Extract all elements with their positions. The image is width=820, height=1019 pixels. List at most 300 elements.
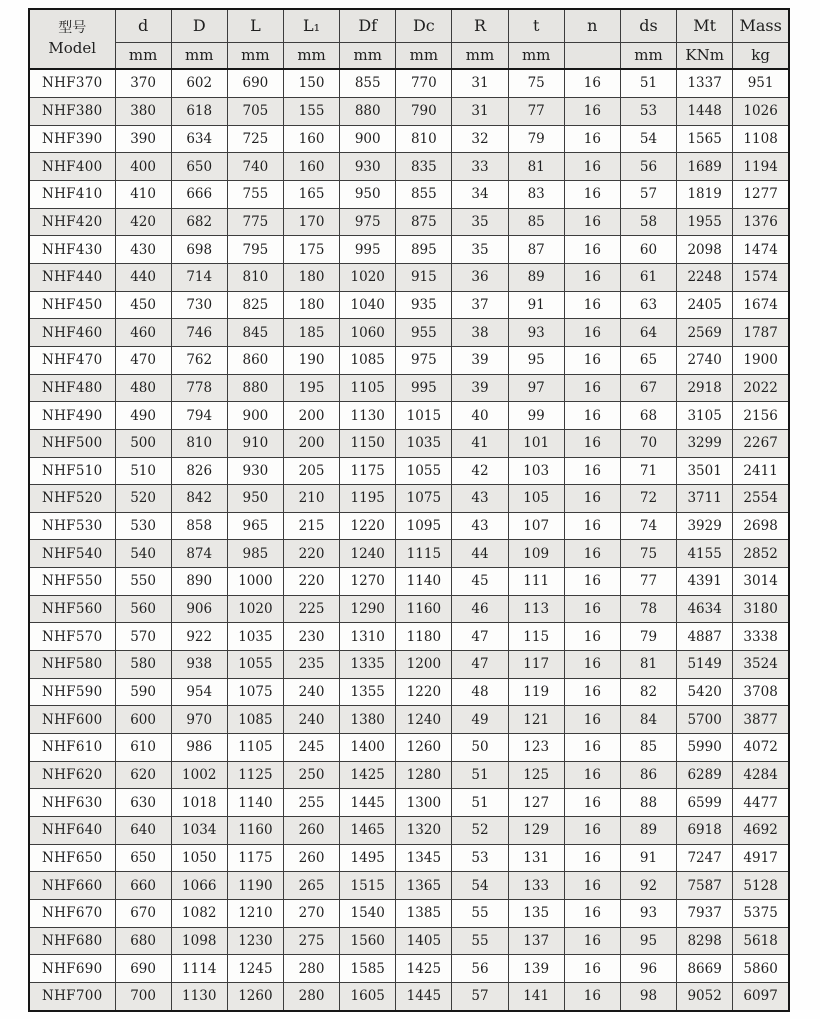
header-col-5: Dc	[396, 9, 452, 42]
model-cell: NHF540	[29, 540, 115, 568]
model-label-en: Model	[48, 39, 97, 58]
value-cell: 79	[620, 623, 676, 651]
header-unit-6: mm	[452, 42, 508, 69]
value-cell: 1355	[340, 678, 396, 706]
value-cell: 57	[452, 982, 508, 1011]
value-cell: 1674	[733, 291, 789, 319]
value-cell: 370	[115, 69, 171, 97]
value-cell: 1018	[171, 789, 227, 817]
value-cell: 1190	[227, 872, 283, 900]
value-cell: 16	[564, 429, 620, 457]
value-cell: 1689	[677, 153, 733, 181]
table-row	[29, 844, 789, 872]
table-row	[29, 429, 789, 457]
model-cell: NHF470	[29, 346, 115, 374]
value-cell: 935	[396, 291, 452, 319]
value-cell: 4477	[733, 789, 789, 817]
value-cell: 240	[283, 678, 339, 706]
value-cell: 5700	[677, 706, 733, 734]
value-cell: 1400	[340, 734, 396, 762]
value-cell: 1345	[396, 844, 452, 872]
value-cell: 1035	[227, 623, 283, 651]
value-cell: 16	[564, 319, 620, 347]
value-cell: 3299	[677, 429, 733, 457]
value-cell: 93	[508, 319, 564, 347]
value-cell: 16	[564, 595, 620, 623]
value-cell: 16	[564, 374, 620, 402]
value-cell: 260	[283, 817, 339, 845]
model-cell: NHF500	[29, 429, 115, 457]
value-cell: 78	[620, 595, 676, 623]
value-cell: 602	[171, 69, 227, 97]
value-cell: 965	[227, 512, 283, 540]
value-cell: 2267	[733, 429, 789, 457]
value-cell: 938	[171, 651, 227, 679]
value-cell: 690	[227, 69, 283, 97]
value-cell: 87	[508, 236, 564, 264]
value-cell: 855	[396, 180, 452, 208]
value-cell: 129	[508, 817, 564, 845]
value-cell: 1495	[340, 844, 396, 872]
table-row	[29, 402, 789, 430]
value-cell: 43	[452, 512, 508, 540]
value-cell: 4284	[733, 761, 789, 789]
value-cell: 1240	[340, 540, 396, 568]
value-cell: 31	[452, 69, 508, 97]
value-cell: 4887	[677, 623, 733, 651]
table-row	[29, 900, 789, 928]
value-cell: 55	[452, 927, 508, 955]
value-cell: 1270	[340, 568, 396, 596]
value-cell: 5860	[733, 955, 789, 983]
value-cell: 875	[396, 208, 452, 236]
value-cell: 195	[283, 374, 339, 402]
value-cell: 42	[452, 457, 508, 485]
value-cell: 550	[115, 568, 171, 596]
value-cell: 900	[227, 402, 283, 430]
value-cell: 75	[620, 540, 676, 568]
model-cell: NHF640	[29, 817, 115, 845]
value-cell: 190	[283, 346, 339, 374]
value-cell: 16	[564, 678, 620, 706]
value-cell: 9052	[677, 982, 733, 1011]
header-unit-row	[29, 42, 789, 69]
value-cell: 107	[508, 512, 564, 540]
value-cell: 16	[564, 236, 620, 264]
value-cell: 280	[283, 955, 339, 983]
value-cell: 16	[564, 512, 620, 540]
value-cell: 1245	[227, 955, 283, 983]
value-cell: 810	[227, 263, 283, 291]
value-cell: 1448	[677, 97, 733, 125]
table-row	[29, 153, 789, 181]
value-cell: 1290	[340, 595, 396, 623]
header-model	[29, 9, 115, 69]
value-cell: 45	[452, 568, 508, 596]
model-cell: NHF490	[29, 402, 115, 430]
table-row	[29, 291, 789, 319]
value-cell: 36	[452, 263, 508, 291]
value-cell: 75	[508, 69, 564, 97]
value-cell: 16	[564, 97, 620, 125]
value-cell: 58	[620, 208, 676, 236]
value-cell: 101	[508, 429, 564, 457]
value-cell: 650	[115, 844, 171, 872]
value-cell: 3501	[677, 457, 733, 485]
value-cell: 265	[283, 872, 339, 900]
value-cell: 4634	[677, 595, 733, 623]
value-cell: 670	[115, 900, 171, 928]
value-cell: 5618	[733, 927, 789, 955]
value-cell: 995	[340, 236, 396, 264]
value-cell: 895	[396, 236, 452, 264]
value-cell: 170	[283, 208, 339, 236]
value-cell: 220	[283, 540, 339, 568]
table-row	[29, 346, 789, 374]
value-cell: 1125	[227, 761, 283, 789]
table-row	[29, 125, 789, 153]
value-cell: 810	[396, 125, 452, 153]
value-cell: 1260	[396, 734, 452, 762]
value-cell: 1105	[340, 374, 396, 402]
value-cell: 1050	[171, 844, 227, 872]
value-cell: 580	[115, 651, 171, 679]
value-cell: 57	[620, 180, 676, 208]
value-cell: 16	[564, 568, 620, 596]
value-cell: 1075	[227, 678, 283, 706]
value-cell: 460	[115, 319, 171, 347]
header-col-0: d	[115, 9, 171, 42]
value-cell: 1376	[733, 208, 789, 236]
table-row	[29, 955, 789, 983]
value-cell: 3877	[733, 706, 789, 734]
model-cell: NHF600	[29, 706, 115, 734]
table-row	[29, 208, 789, 236]
value-cell: 95	[508, 346, 564, 374]
model-cell: NHF560	[29, 595, 115, 623]
value-cell: 16	[564, 844, 620, 872]
value-cell: 3180	[733, 595, 789, 623]
value-cell: 1140	[396, 568, 452, 596]
value-cell: 83	[508, 180, 564, 208]
value-cell: 37	[452, 291, 508, 319]
value-cell: 155	[283, 97, 339, 125]
table-row	[29, 789, 789, 817]
value-cell: 1540	[340, 900, 396, 928]
value-cell: 490	[115, 402, 171, 430]
value-cell: 39	[452, 374, 508, 402]
header-col-8: n	[564, 9, 620, 42]
value-cell: 1335	[340, 651, 396, 679]
value-cell: 1130	[171, 982, 227, 1011]
value-cell: 39	[452, 346, 508, 374]
value-cell: 2569	[677, 319, 733, 347]
value-cell: 82	[620, 678, 676, 706]
value-cell: 88	[620, 789, 676, 817]
value-cell: 620	[115, 761, 171, 789]
value-cell: 698	[171, 236, 227, 264]
model-cell: NHF440	[29, 263, 115, 291]
value-cell: 1200	[396, 651, 452, 679]
model-cell: NHF700	[29, 982, 115, 1011]
value-cell: 1320	[396, 817, 452, 845]
table-row	[29, 374, 789, 402]
value-cell: 755	[227, 180, 283, 208]
value-cell: 16	[564, 817, 620, 845]
value-cell: 51	[452, 761, 508, 789]
value-cell: 125	[508, 761, 564, 789]
value-cell: 634	[171, 125, 227, 153]
value-cell: 1280	[396, 761, 452, 789]
value-cell: 660	[115, 872, 171, 900]
model-label-cn: 型号	[58, 19, 87, 36]
value-cell: 81	[508, 153, 564, 181]
value-cell: 825	[227, 291, 283, 319]
value-cell: 16	[564, 208, 620, 236]
value-cell: 1300	[396, 789, 452, 817]
value-cell: 1060	[340, 319, 396, 347]
value-cell: 77	[508, 97, 564, 125]
value-cell: 1230	[227, 927, 283, 955]
value-cell: 6097	[733, 982, 789, 1011]
table-row	[29, 872, 789, 900]
value-cell: 1000	[227, 568, 283, 596]
value-cell: 33	[452, 153, 508, 181]
model-cell: NHF620	[29, 761, 115, 789]
value-cell: 1034	[171, 817, 227, 845]
header-col-11: Mass	[733, 9, 789, 42]
value-cell: 93	[620, 900, 676, 928]
value-cell: 16	[564, 457, 620, 485]
value-cell: 123	[508, 734, 564, 762]
value-cell: 99	[508, 402, 564, 430]
header-col-9: ds	[620, 9, 676, 42]
value-cell: 54	[620, 125, 676, 153]
value-cell: 954	[171, 678, 227, 706]
value-cell: 3338	[733, 623, 789, 651]
value-cell: 7247	[677, 844, 733, 872]
value-cell: 762	[171, 346, 227, 374]
value-cell: 250	[283, 761, 339, 789]
value-cell: 880	[340, 97, 396, 125]
value-cell: 109	[508, 540, 564, 568]
value-cell: 205	[283, 457, 339, 485]
value-cell: 1055	[396, 457, 452, 485]
value-cell: 2156	[733, 402, 789, 430]
value-cell: 95	[620, 927, 676, 955]
value-cell: 500	[115, 429, 171, 457]
table-row	[29, 761, 789, 789]
value-cell: 2918	[677, 374, 733, 402]
value-cell: 245	[283, 734, 339, 762]
value-cell: 1085	[227, 706, 283, 734]
model-cell: NHF430	[29, 236, 115, 264]
value-cell: 880	[227, 374, 283, 402]
value-cell: 1425	[396, 955, 452, 983]
value-cell: 200	[283, 402, 339, 430]
value-cell: 175	[283, 236, 339, 264]
header-unit-8	[564, 42, 620, 69]
value-cell: 270	[283, 900, 339, 928]
value-cell: 714	[171, 263, 227, 291]
value-cell: 6599	[677, 789, 733, 817]
value-cell: 430	[115, 236, 171, 264]
table-row	[29, 927, 789, 955]
value-cell: 440	[115, 263, 171, 291]
model-cell: NHF530	[29, 512, 115, 540]
model-cell: NHF480	[29, 374, 115, 402]
value-cell: 97	[508, 374, 564, 402]
value-cell: 185	[283, 319, 339, 347]
header-col-6: R	[452, 9, 508, 42]
value-cell: 1380	[340, 706, 396, 734]
value-cell: 1026	[733, 97, 789, 125]
table-row	[29, 485, 789, 513]
value-cell: 1585	[340, 955, 396, 983]
value-cell: 180	[283, 291, 339, 319]
model-cell: NHF410	[29, 180, 115, 208]
value-cell: 1160	[396, 595, 452, 623]
value-cell: 31	[452, 97, 508, 125]
value-cell: 81	[620, 651, 676, 679]
value-cell: 92	[620, 872, 676, 900]
value-cell: 915	[396, 263, 452, 291]
value-cell: 137	[508, 927, 564, 955]
value-cell: 65	[620, 346, 676, 374]
value-cell: 16	[564, 789, 620, 817]
value-cell: 1337	[677, 69, 733, 97]
header-unit-9: mm	[620, 42, 676, 69]
model-cell: NHF650	[29, 844, 115, 872]
value-cell: 2740	[677, 346, 733, 374]
model-cell: NHF680	[29, 927, 115, 955]
model-cell: NHF630	[29, 789, 115, 817]
value-cell: 105	[508, 485, 564, 513]
value-cell: 240	[283, 706, 339, 734]
value-cell: 4072	[733, 734, 789, 762]
value-cell: 1020	[340, 263, 396, 291]
value-cell: 900	[340, 125, 396, 153]
value-cell: 16	[564, 346, 620, 374]
value-cell: 51	[620, 69, 676, 97]
value-cell: 1066	[171, 872, 227, 900]
value-cell: 1605	[340, 982, 396, 1011]
value-cell: 770	[396, 69, 452, 97]
value-cell: 63	[620, 291, 676, 319]
value-cell: 3711	[677, 485, 733, 513]
value-cell: 1160	[227, 817, 283, 845]
value-cell: 985	[227, 540, 283, 568]
value-cell: 38	[452, 319, 508, 347]
value-cell: 922	[171, 623, 227, 651]
value-cell: 1040	[340, 291, 396, 319]
model-cell: NHF570	[29, 623, 115, 651]
value-cell: 7587	[677, 872, 733, 900]
value-cell: 111	[508, 568, 564, 596]
header-unit-1: mm	[171, 42, 227, 69]
value-cell: 48	[452, 678, 508, 706]
table-row	[29, 734, 789, 762]
value-cell: 44	[452, 540, 508, 568]
value-cell: 89	[620, 817, 676, 845]
value-cell: 380	[115, 97, 171, 125]
value-cell: 91	[620, 844, 676, 872]
value-cell: 1474	[733, 236, 789, 264]
value-cell: 150	[283, 69, 339, 97]
table-row	[29, 540, 789, 568]
value-cell: 1180	[396, 623, 452, 651]
value-cell: 133	[508, 872, 564, 900]
value-cell: 520	[115, 485, 171, 513]
value-cell: 16	[564, 263, 620, 291]
value-cell: 70	[620, 429, 676, 457]
value-cell: 2248	[677, 263, 733, 291]
model-cell: NHF370	[29, 69, 115, 97]
value-cell: 86	[620, 761, 676, 789]
value-cell: 1075	[396, 485, 452, 513]
table-row	[29, 263, 789, 291]
value-cell: 50	[452, 734, 508, 762]
value-cell: 67	[620, 374, 676, 402]
value-cell: 47	[452, 651, 508, 679]
value-cell: 618	[171, 97, 227, 125]
value-cell: 2554	[733, 485, 789, 513]
value-cell: 43	[452, 485, 508, 513]
value-cell: 6918	[677, 817, 733, 845]
value-cell: 4155	[677, 540, 733, 568]
value-cell: 1260	[227, 982, 283, 1011]
value-cell: 230	[283, 623, 339, 651]
header-unit-7: mm	[508, 42, 564, 69]
header-col-4: Df	[340, 9, 396, 42]
value-cell: 1175	[227, 844, 283, 872]
value-cell: 16	[564, 734, 620, 762]
value-cell: 7937	[677, 900, 733, 928]
value-cell: 255	[283, 789, 339, 817]
value-cell: 275	[283, 927, 339, 955]
value-cell: 690	[115, 955, 171, 983]
value-cell: 2852	[733, 540, 789, 568]
value-cell: 1900	[733, 346, 789, 374]
value-cell: 1140	[227, 789, 283, 817]
value-cell: 5149	[677, 651, 733, 679]
value-cell: 874	[171, 540, 227, 568]
value-cell: 160	[283, 125, 339, 153]
value-cell: 1194	[733, 153, 789, 181]
table-row	[29, 568, 789, 596]
value-cell: 842	[171, 485, 227, 513]
value-cell: 8298	[677, 927, 733, 955]
table-row	[29, 319, 789, 347]
value-cell: 200	[283, 429, 339, 457]
value-cell: 930	[340, 153, 396, 181]
value-cell: 650	[171, 153, 227, 181]
table-row	[29, 595, 789, 623]
value-cell: 400	[115, 153, 171, 181]
value-cell: 103	[508, 457, 564, 485]
model-cell: NHF580	[29, 651, 115, 679]
table-row	[29, 623, 789, 651]
value-cell: 16	[564, 955, 620, 983]
value-cell: 640	[115, 817, 171, 845]
value-cell: 2698	[733, 512, 789, 540]
spec-table-header	[29, 9, 789, 69]
value-cell: 1108	[733, 125, 789, 153]
model-cell: NHF590	[29, 678, 115, 706]
header-unit-11: kg	[733, 42, 789, 69]
model-cell: NHF460	[29, 319, 115, 347]
value-cell: 845	[227, 319, 283, 347]
